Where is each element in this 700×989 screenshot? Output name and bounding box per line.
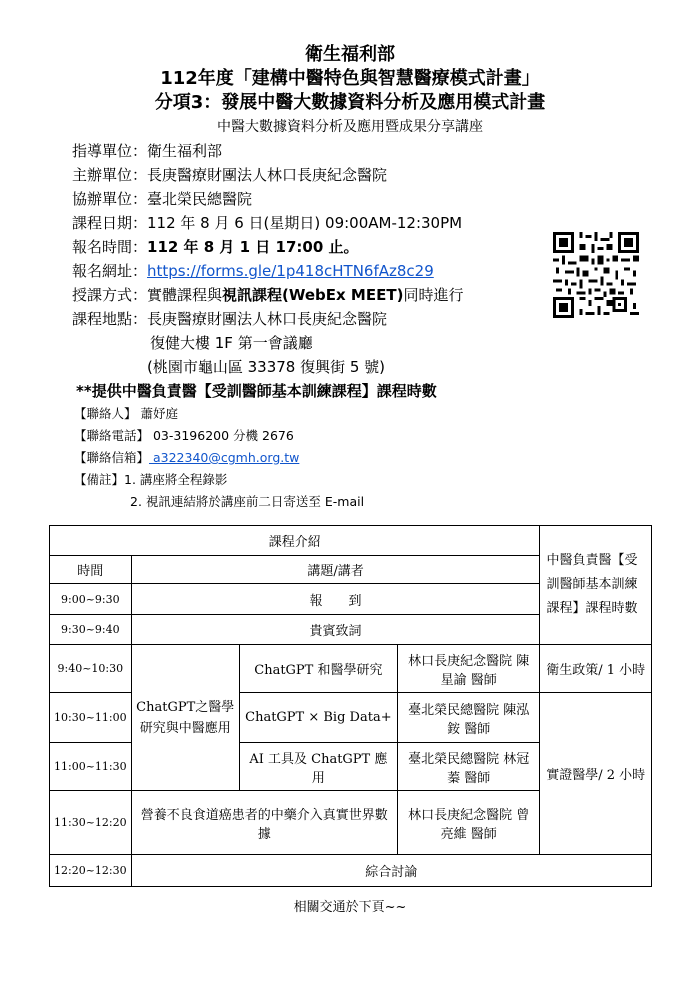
qr-code[interactable]	[553, 232, 639, 318]
note-link: 2. 視訊連結將於講座前二日寄送至 E-mail	[130, 494, 365, 509]
title-ministry: 衛生福利部	[305, 44, 395, 65]
row-speaker: 林口長庚紀念醫院 曾亮維 醫師	[397, 791, 540, 855]
credit-notice: **提供中醫負責醫【受訓醫師基本訓練課程】課程時數	[76, 382, 437, 400]
row-topic: 報 到	[131, 584, 540, 615]
row-topic: ChatGPT 和醫學研究	[239, 645, 397, 693]
session-group-chatgpt: ChatGPT之醫學研究與中醫應用	[131, 645, 239, 791]
registration-time: 報名時間：112 年 8 月 1 日 17:00 止。	[72, 238, 359, 256]
header-time: 時間	[50, 556, 132, 584]
row-topic: 營養不良食道癌患者的中藥介入真實世界數據	[131, 791, 397, 855]
title-subproject: 分項3：發展中醫大數據資料分析及應用模式計畫	[154, 92, 546, 113]
contact-email: 【聯絡信箱】 a322340@cgmh.org.tw	[74, 450, 300, 465]
row-speaker: 臺北榮民總醫院 陳泓銨 醫師	[397, 693, 540, 743]
row-time: 9:30~9:40	[50, 615, 132, 645]
registration-url: 報名網址：https://forms.gle/1p418cHTN6fAz8c29	[72, 262, 434, 280]
host-unit: 主辦單位：長庚醫療財團法人林口長庚紀念醫院	[72, 166, 388, 184]
course-location-address: (桃園市龜山區 33378 復興街 5 號)	[147, 358, 386, 376]
guide-unit: 指導單位：衛生福利部	[72, 142, 223, 160]
lecture-subtitle: 中醫大數據資料分析及應用暨成果分享講座	[217, 119, 483, 135]
header-credit-hours: 中醫負責醫【受訓醫師基本訓練課程】課程時數	[540, 526, 652, 645]
row-topic: ChatGPT × Big Data+	[239, 693, 397, 743]
header-topic-speaker: 講題/講者	[131, 556, 540, 584]
row-credit: 衛生政策/ 1 小時	[540, 645, 652, 693]
row-time: 9:40~10:30	[50, 645, 132, 693]
course-location: 課程地點：長庚醫療財團法人林口長庚紀念醫院	[72, 310, 388, 328]
row-topic: AI 工具及 ChatGPT 應用	[239, 743, 397, 791]
header-course-intro: 課程介紹	[50, 526, 540, 556]
teaching-mode: 授課方式：實體課程與視訊課程(WebEx MEET)同時進行	[72, 286, 464, 304]
cohost-unit: 協辦單位：臺北榮民總醫院	[72, 190, 253, 208]
row-time: 9:00~9:30	[50, 584, 132, 615]
row-time: 11:00~11:30	[50, 743, 132, 791]
footer-note: 相關交通於下頁~~	[293, 900, 407, 915]
contact-person: 【聯絡人】 蕭妤庭	[74, 406, 178, 421]
row-credit: 實證醫學/ 2 小時	[540, 693, 652, 855]
course-date: 課程日期：112 年 8 月 6 日(星期日) 09:00AM-12:30PM	[72, 214, 463, 232]
contact-phone: 【聯絡電話】 03-3196200 分機 2676	[74, 428, 294, 443]
course-location-building: 復健大樓 1F 第一會議廳	[150, 334, 313, 352]
schedule-table	[49, 525, 652, 887]
row-speaker: 林口長庚紀念醫院 陳星諭 醫師	[397, 645, 540, 693]
row-topic: 綜合討論	[131, 855, 651, 887]
row-speaker: 臺北榮民總醫院 林冠蓁 醫師	[397, 743, 540, 791]
row-time: 11:30~12:20	[50, 791, 132, 855]
row-topic: 貴賓致詞	[131, 615, 540, 645]
registration-link[interactable]: https://forms.gle/1p418cHTN6fAz8c29	[147, 262, 434, 280]
email-link[interactable]: a322340@cgmh.org.tw	[149, 450, 300, 465]
row-time: 12:20~12:30	[50, 855, 132, 887]
title-project: 112年度「建構中醫特色與智慧醫療模式計畫」	[160, 68, 540, 89]
row-time: 10:30~11:00	[50, 693, 132, 743]
note-recording: 【備註】1. 講座將全程錄影	[74, 472, 228, 487]
